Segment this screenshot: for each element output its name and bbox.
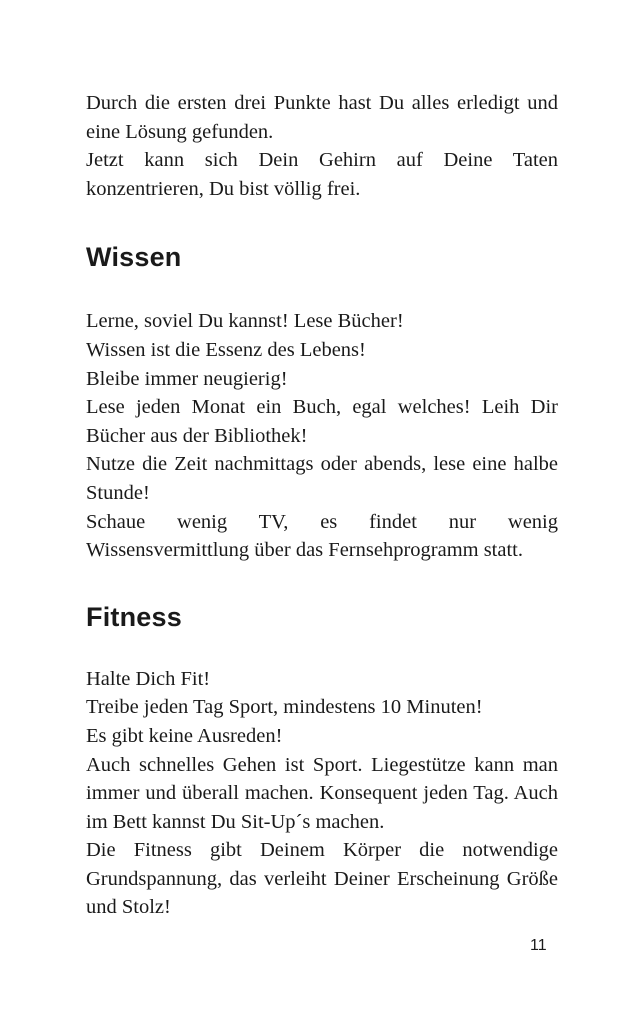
wissen-section [86,307,558,564]
wissen-paragraph-2: Wissen ist die Essenz des Lebens! [86,338,366,361]
wissen-paragraph-4: Lese jeden Monat ein Buch, egal welches! Leih Dir Bücher aus der Bibliothek! [86,396,558,447]
page-number: 11 [530,937,547,954]
fitness-paragraph-1: Halte Dich Fit! [86,667,211,690]
intro-paragraph-2: Jetzt kann sich Dein Gehirn auf Deine Taten konzentrieren, Du bist völlig frei. [86,149,558,200]
fitness-paragraph-5: Die Fitness gibt Deinem Körper die notwendige Grundspannung, das verleiht Deiner Erscheinung Größe und Stolz! [86,839,558,919]
fitness-paragraph-3: Es gibt keine Ausreden! [86,724,283,747]
wissen-paragraph-3: Bleibe immer neugierig! [86,367,288,390]
wissen-paragraph-5: Nutze die Zeit nachmittags oder abends, lese eine halbe Stunde! [86,453,558,504]
intro-section [86,89,558,203]
intro-paragraph-1: Durch die ersten drei Punkte hast Du alles erledigt und eine Lösung gefunden. [86,92,558,143]
wissen-paragraph-1: Lerne, soviel Du kannst! Lese Bücher! [86,310,404,333]
page-content [86,89,558,922]
fitness-paragraph-2: Treibe jeden Tag Sport, mindestens 10 Minuten! [86,696,483,719]
fitness-section [86,665,558,922]
fitness-paragraph-4: Auch schnelles Gehen ist Sport. Liegestütze kann man immer und überall machen. Konsequent jeden Tag. Auch im Bett kannst Du Sit-Up´s machen. [86,753,558,833]
wissen-heading: Wissen [86,242,182,273]
fitness-heading: Fitness [86,601,182,632]
wissen-paragraph-6: Schaue wenig TV, es findet nur wenig Wissensvermittlung über das Fernsehprogramm statt. [86,510,558,562]
